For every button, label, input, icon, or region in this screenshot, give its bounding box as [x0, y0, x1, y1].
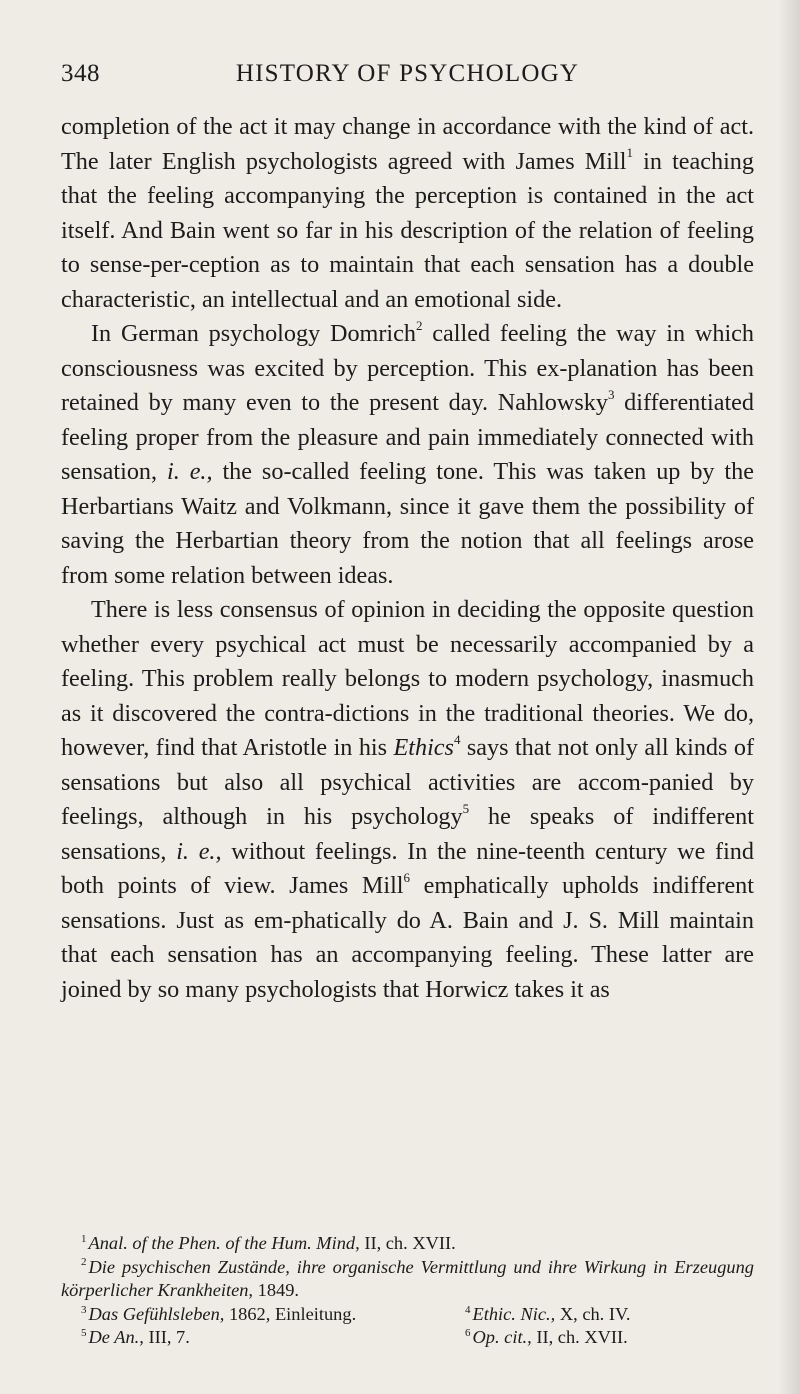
footnote-detail: II, ch. XVII.	[531, 1327, 628, 1348]
text-span: he speaks of indifferent sensations,	[61, 803, 754, 865]
footnote-mark: 4	[465, 1303, 471, 1316]
text-span: completion of the act it may change in accordance with the kind of act. The later English psychologists agreed with James Mill	[61, 113, 754, 175]
footnote-mark: 3	[81, 1303, 87, 1316]
text-span: in teaching that the feeling accompanying the perception is contained in the act itself. And Bain went so far in his description of the relation of feeling to sense-per-ception as to maintain that each sensation has a double characteristic, an intellectual and an emotional side.	[61, 147, 754, 313]
footnote-ref-1: 1	[626, 145, 633, 161]
paragraph-2	[61, 317, 754, 593]
footnote-mark: 5	[81, 1327, 87, 1340]
body-text	[61, 110, 754, 1007]
footnote-row-5-6	[61, 1326, 754, 1350]
footnote-1	[61, 1232, 754, 1256]
italic-ie: i. e.,	[167, 458, 213, 485]
footnote-title: De An.,	[88, 1327, 144, 1348]
text-span: There is less consensus of opinion in deciding the opposite question whether every psychical act must be necessarily accompanied by a feeling. This problem really belongs to modern psychology, inasmuch as it discovered the contra-dictions in the traditional theories. We do, however, find that Aristotle in his	[61, 596, 754, 761]
text-span: says that not only all kinds of sensations but also all psychical activities are accom-panied by feelings, although in his psychology	[61, 734, 754, 830]
footnote-row-3-4	[61, 1303, 754, 1327]
footnote-detail: 1849.	[253, 1280, 300, 1301]
footnote-detail: III, 7.	[143, 1327, 190, 1348]
text-span: without feelings. In the nine-teenth century we find both points of view. James Mill	[61, 837, 754, 899]
footnote-2	[61, 1256, 754, 1303]
footnote-title: Das Gefühlsleben,	[88, 1303, 225, 1324]
footnote-ref-4: 4	[453, 731, 461, 747]
footnote-ref-3: 3	[607, 386, 615, 402]
footnote-ref-6: 6	[403, 869, 411, 885]
footnote-title: Anal. of the Phen. of the Hum. Mind,	[88, 1233, 360, 1253]
text-span: In German psychology Domrich	[91, 320, 416, 347]
text-span: emphatically upholds indifferent sensations. Just as em-phatically do A. Bain and J. S. Mill maintain that each sensation has an accompanying feeling. These latter are joined by so many psychologists that Horwicz takes it as	[61, 872, 754, 1003]
footnote-detail: X, ch. IV.	[555, 1303, 631, 1324]
italic-ie: i. e.,	[176, 837, 222, 865]
footnote-detail: 1862, Einleitung.	[224, 1303, 357, 1324]
footnote-detail: II, ch. XVII.	[359, 1233, 456, 1253]
footnote-4	[465, 1303, 631, 1327]
text-span: differentiated feeling proper from the pleasure and pain immediately connected with sensation,	[61, 389, 754, 485]
text-span: called feeling the way in which consciousness was excited by perception. This ex-planation has been retained by many even to the present day. Nahlowsky	[61, 320, 754, 416]
paragraph-3	[61, 593, 754, 1007]
page-number: 348	[61, 60, 100, 87]
footnote-6	[465, 1326, 628, 1350]
footnote-title: Op. cit.,	[472, 1327, 532, 1348]
paragraph-1	[61, 110, 754, 317]
italic-ethics: Ethics	[393, 734, 454, 761]
footnote-mark: 6	[465, 1327, 471, 1340]
footnote-title: Ethic. Nic.,	[472, 1303, 556, 1324]
footnote-ref-5: 5	[462, 800, 470, 816]
footnote-ref-2: 2	[415, 317, 423, 333]
footnote-mark: 2	[81, 1256, 87, 1269]
text-span: the so-called feeling tone. This was taken up by the Herbartians Waitz and Volkmann, since it gave them the possibility of saving the Herbartian theory from the notion that all feelings arose from some relation between ideas.	[61, 458, 754, 589]
running-head: HISTORY OF PSYCHOLOGY	[235, 60, 580, 87]
footnote-mark: 1	[81, 1232, 87, 1245]
footnotes	[61, 1232, 754, 1350]
page-header	[61, 60, 754, 96]
footnote-title: Die psychischen Zustände, ihre organische Vermittlung und ihre Wirkung in Erzeugung körperlicher Krankheiten,	[61, 1256, 754, 1301]
page-edge-shadow	[778, 0, 800, 1394]
